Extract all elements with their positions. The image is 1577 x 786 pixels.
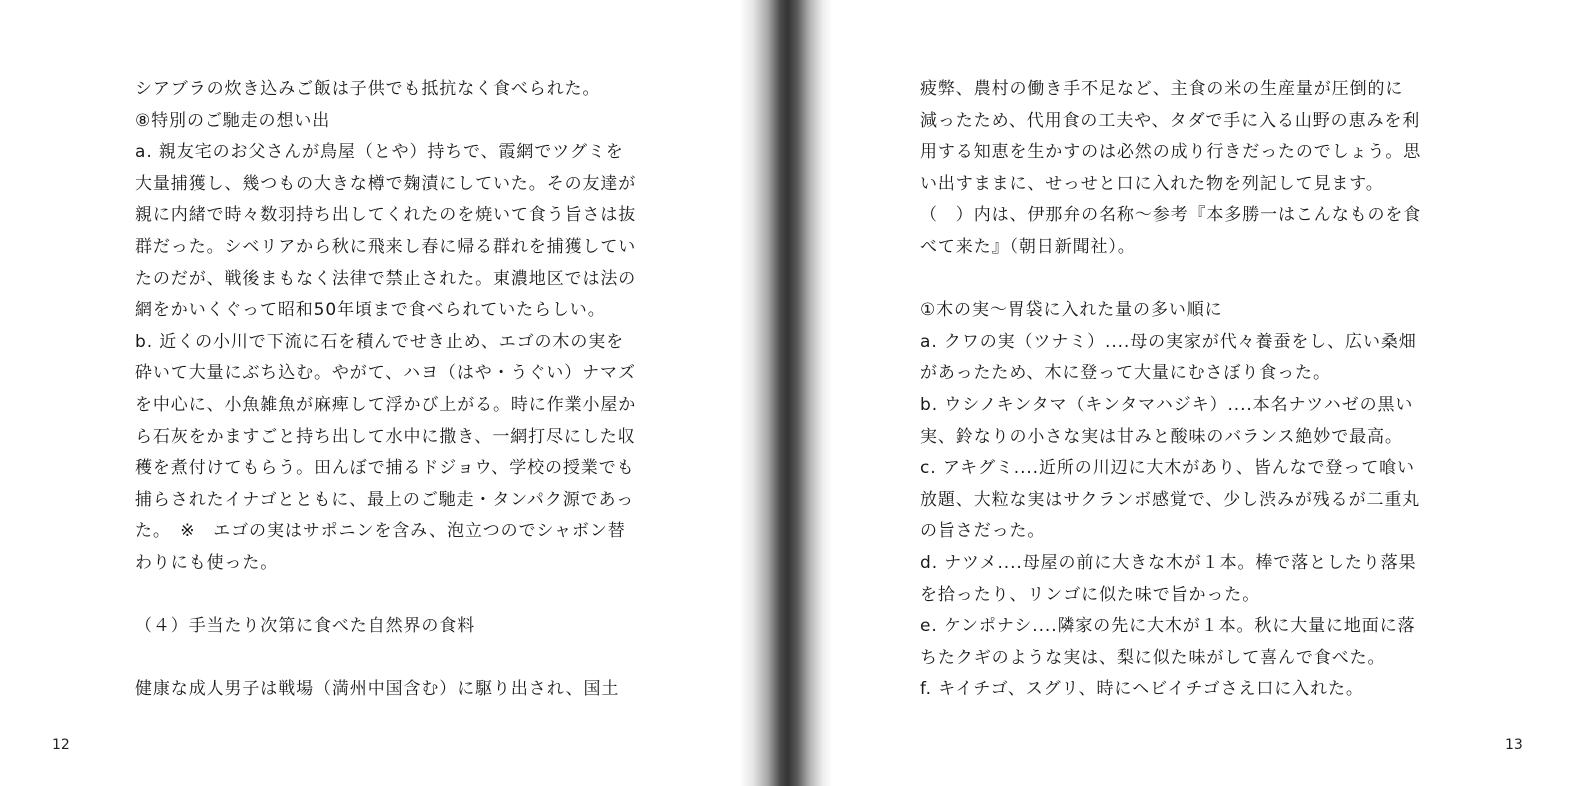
text-line: たのだが、戦後まもなく法律で禁止された。東濃地区では法の [135,268,637,289]
left-page [0,0,740,786]
text-line: 健康な成人男子は戦場（満州中国含む）に駆り出され、国土 [135,679,620,700]
text-line: f. キイチゴ、スグリ、時にヘビイチゴさえ口に入れた。 [920,679,1364,700]
left-page-text [135,74,675,706]
text-line: e. ケンポナシ....隣家の先に大木が１本。秋に大量に地面に落 [920,616,1416,637]
text-line: d. ナツメ....母屋の前に大きな木が１本。棒で落としたり落果 [920,552,1417,573]
text-line: 砕いて大量にぶち込む。やがて、ハヨ（はや・うぐい）ナマズ [135,363,636,384]
text-line: 実、鈴なりの小さな実は甘みと酸味のバランス絶妙で最高。 [920,426,1403,447]
text-line: わりにも使った。 [135,552,279,573]
text-line: a. 親友宅のお父さんが鳥屋（とや）持ちで、霞網でツグミを [135,142,624,163]
text-line: b. 近くの小川で下流に石を積んでせき止め、エゴの木の実を [135,331,625,352]
text-line: 用する知恵を生かすのは必然の成り行きだったのでしょう。思 [920,142,1422,163]
text-line: 放題、大粒な実はサクランボ感覚で、少し渋みが残るが二重丸 [920,489,1421,510]
text-line: べて来た』（朝日新聞社）。 [920,236,1136,257]
right-page-number: 13 [1505,737,1523,753]
text-line: c. アキグミ....近所の川辺に大木があり、皆んなで登って喰い [920,458,1415,479]
right-page [832,0,1577,786]
text-line: 網をかいくぐって昭和50年頃まで食べられていたらしい。 [135,300,606,321]
text-line: （４）手当たり次第に食べた自然界の食料 [135,616,476,637]
text-line: ら石灰をかますごと持ち出して水中に撒き、一網打尽にした収 [135,426,636,447]
book-spine-gutter [740,0,832,786]
text-line: b. ウシノキンタマ（キンタマハジキ）....本名ナツハゼの黒い [920,394,1414,415]
text-line [135,643,675,675]
text-line: い出すままに、せっせと口に入れた物を列記して見ます。 [920,173,1384,194]
text-line: 群だった。シベリアから秋に飛来し春に帰る群れを捕獲してい [135,236,637,257]
text-line [920,264,1460,296]
text-line: 疲弊、農村の働き手不足など、主食の米の生産量が圧倒的に [920,79,1404,99]
text-line: の旨さだった。 [920,521,1046,542]
text-line: ⑧特別のご馳走の想い出 [135,110,331,131]
right-page-text [920,74,1460,706]
text-line: 捕らされたイナゴとともに、最上のご馳走・タンパク源であっ [135,489,635,510]
text-line: （ ）内は、伊那弁の名称～参考『本多勝一はこんなものを食 [920,205,1422,226]
text-line: 穫を煮付けてもらう。田んぼで捕るドジョウ、学校の授業でも [135,458,635,479]
text-line: を中心に、小魚雑魚が麻痺して浮かび上がる。時に作業小屋か [135,394,637,415]
text-line: があったため、木に登って大量にむさぼり食った。 [920,363,1331,384]
text-line: 減ったため、代用食の工夫や、タダで手に入る山野の恵みを利 [920,110,1421,131]
text-line: 親に内緒で時々数羽持ち出してくれたのを焼いて食う旨さは抜 [135,205,637,226]
text-line: ちたクギのような実は、梨に似た味がして喜んで食べた。 [920,647,1386,668]
text-line: シアブラの炊き込みご飯は子供でも抵抗なく食べられた。 [135,79,601,99]
text-line: 大量捕獲し、幾つもの大きな樽で麹漬にしていた。その友達が [135,173,637,194]
text-line: a. クワの実（ツナミ）....母の実家が代々養蚕をし、広い桑畑 [920,331,1417,352]
left-page-number: 12 [52,737,70,753]
text-line: を拾ったり、リンゴに似た味で旨かった。 [920,584,1261,605]
text-line: ①木の実～胃袋に入れた量の多い順に [920,300,1223,321]
text-line [135,580,675,612]
text-line: た。 ※ エゴの実はサポニンを含み、泡立つのでシャボン替 [135,521,626,542]
